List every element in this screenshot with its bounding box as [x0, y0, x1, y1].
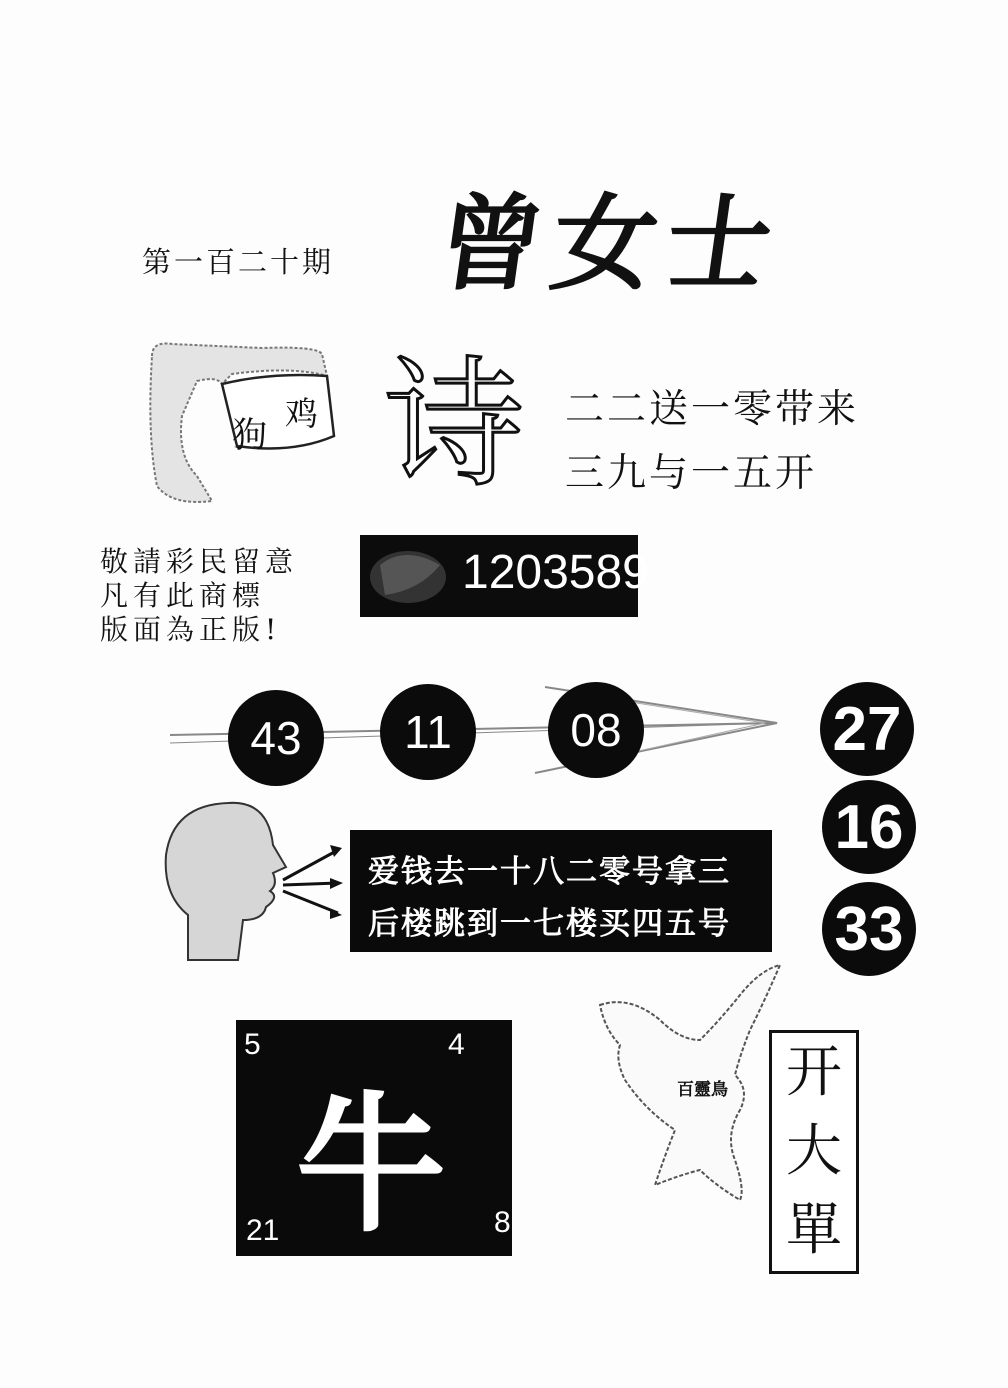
- dove-label: 百靈鳥: [677, 1080, 728, 1100]
- notice-line-1: 敬請彩民留意: [100, 545, 299, 578]
- kai-char-3: 單: [786, 1198, 842, 1264]
- zodiac-dog: 狗: [232, 416, 268, 456]
- number-ball-2: 11: [380, 684, 476, 780]
- poem-label: 诗: [384, 344, 525, 507]
- page-title: 曾女士: [430, 182, 790, 305]
- kai-char-2: 大: [786, 1118, 842, 1184]
- riddle-line-1: 爱钱去一十八二零号拿三: [368, 854, 731, 890]
- ox-corner-top-left: 5: [244, 1028, 261, 1061]
- number-ball-1: 43: [228, 690, 324, 786]
- kai-da-dan-box: [769, 1030, 859, 1274]
- logo-mark-icon: [360, 535, 460, 617]
- phone-number: 1203589: [462, 546, 649, 599]
- number-ball-3: 08: [548, 682, 644, 778]
- number-ball-large-3: 33: [822, 882, 916, 976]
- issue-number: 第一百二十期: [142, 245, 335, 279]
- ox-corner-top-right: 4: [448, 1028, 465, 1061]
- poem-line-2: 三九与一五开: [565, 451, 818, 496]
- kai-char-1: 开: [786, 1039, 842, 1105]
- zodiac-rooster: 鸡: [285, 394, 318, 433]
- riddle-line-2: 后楼跳到一七楼买四五号: [368, 906, 731, 942]
- ox-corner-bottom-left: 21: [246, 1214, 280, 1247]
- poem-line-1: 二二送一零带来: [565, 387, 860, 432]
- ox-corner-bottom-right: 8: [494, 1206, 511, 1239]
- speaking-head-icon: [158, 795, 348, 965]
- notice-line-3: 版面為正版!: [100, 613, 282, 646]
- number-ball-large-1: 27: [820, 682, 914, 776]
- notice-line-2: 凡有此商標: [100, 579, 266, 612]
- number-ball-large-2: 16: [822, 780, 916, 874]
- ox-character: 牛: [296, 1077, 447, 1253]
